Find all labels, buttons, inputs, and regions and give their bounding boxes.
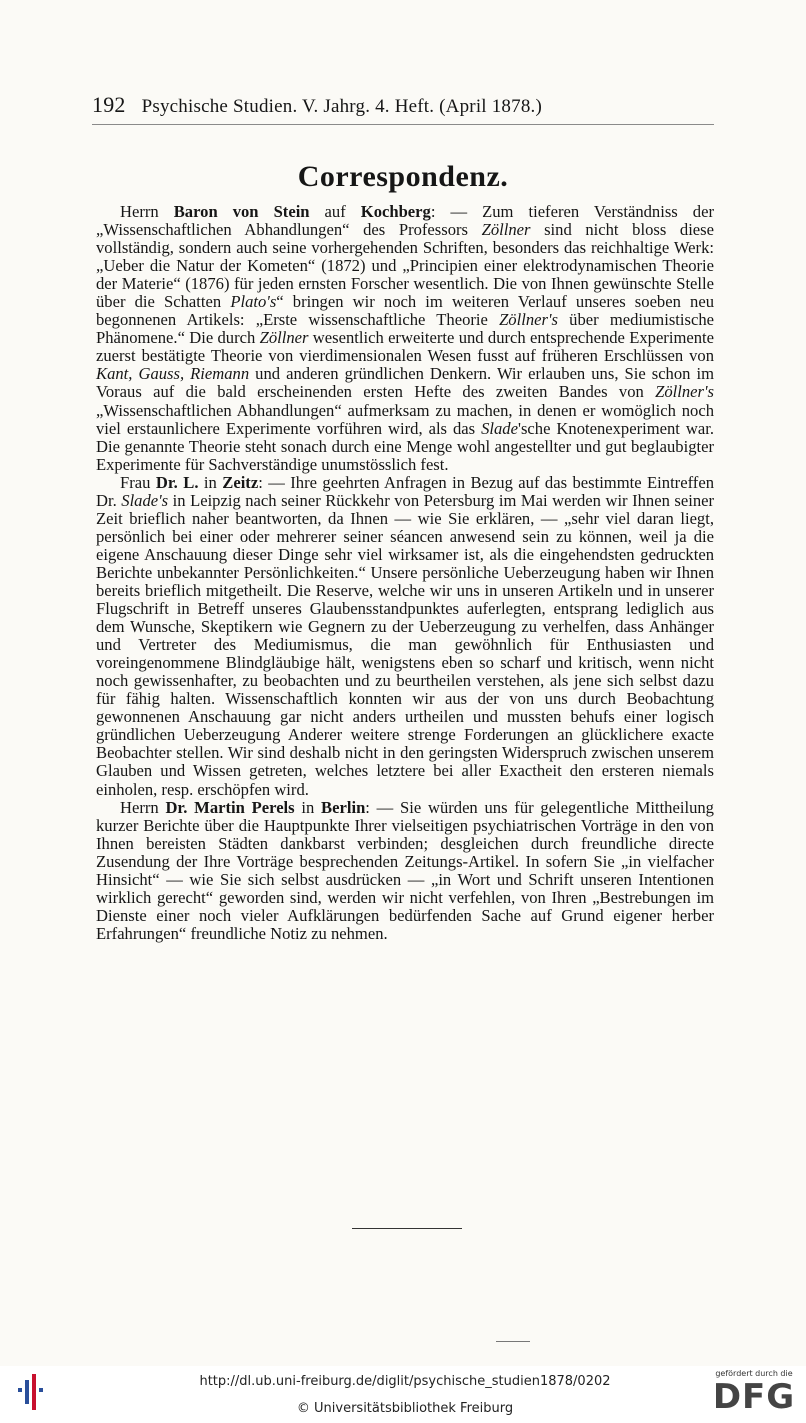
- section-end-rule: [352, 1228, 462, 1229]
- copyright-notice: © Universitätsbibliothek Freiburg: [296, 1401, 514, 1416]
- running-title: Psychische Studien. V. Jahrg. 4. Heft. (April 1878.): [141, 96, 543, 117]
- dfg-logo: [708, 1369, 800, 1419]
- paragraph-dr-l: Frau Dr. L. in Zeitz: — Ihre geehrten Anfragen in Bezug auf das bestimmte Eintreffen Dr. Slade's in Leipzig nach seiner Rückkehr von Petersburg im Mai werden wir Ihnen seiner Zeit brieflich naher beantworten, da Ihnen — wie Sie erklären, — „sehr viel daran liegt, persönlich bei einer oder mehrerer seiner séancen anwesend sein zu können, weil ja die eigene Anschauung dieser Dinge sehr viel wirksamer ist, als die eingehendsten gedruckten Berichte unbekannter Persönlichkeiten.“ Unsere persönliche Ueberzeugung haben wir Ihnen bereits brieflich mitgetheilt. Die Reserve, welche wir uns in unseren Artikeln und in unserer Flugschrift in Betreff unseres Glaubensstandpunktes auferlegten, entsprang lediglich aus dem Wunsche, Skeptikern wie Gegnern zu der Ueberzeugung zu verhelfen, dass Anhänger und Vertreter des Mediumismus, die man gewöhnlich für Enthusiasten und voreingenommene Blindgläubige hält, wenigstens eben so scharf und kritisch, wenn nicht noch gewissenhafter, zu beobachten und zu beurtheilen verstehen, als jene sich selbst dazu für fähig halten. Wissenschaftlich konnten wir aus der von uns durch Beobachtung gewonnenen Anschauung gar nicht anders urtheilen und mussten behufs einer logisch gründlichen Ueberzeugung Anderer weitere strenge Forderungen an glücklichere exacte Beobachter stellen. Wir sind deshalb nicht in den geringsten Widerspruch zwischen unserem Glauben und Wissen getreten, welches letztere bei aller Exactheit den ersteren niemals einholen, resp. erschöpfen wird.: [96, 472, 715, 799]
- paragraph-dr-martin-perels: Herrn Dr. Martin Perels in Berlin: — Sie würden uns für gelegentliche Mittheilung kurzer Berichte über die Hauptpunkte Ihrer vielseitigen psychiatrischen Vorträge in den von Ihnen bereisten Städten dankbarst verbinden; desgleichen durch freundliche directe Zusendung der Ihre Vorträge besprechenden Zeitungs-Artikel. In sofern Sie „in vielfacher Hinsicht“ — wie Sie sich selbst ausdrücken — „in Wort und Schrift unseren Intentionen wirklich gerecht“ geworden sind, werden wir nicht verfehlen, von Ihren „Bestrebungen im Dienste einer noch vieler Aufklärungen bedürfenden Sache auf Grund eigener herber Erfahrungen“ freundliche Notiz zu nehmen.: [96, 797, 714, 943]
- addressee-place: Zeitz: [222, 472, 259, 492]
- section-heading: Correspondenz.: [297, 160, 509, 193]
- addressee-place: Berlin: [321, 797, 366, 817]
- addressee-name: Dr. Martin Perels: [165, 797, 295, 817]
- addressee-place: Kochberg: [360, 202, 431, 221]
- paragraph-baron-von-stein: Herrn Baron von Stein auf Kochberg: — Zum tieferen Verständniss der „Wissenschaftlichen Abhandlungen“ des Professors Zöllner sind nicht bloss diese vollständig, sondern auch seine vorhergehenden Schriften, besonders das reichhaltige Werk: „Ueber die Natur der Kometen“ (1872) und „Principien einer elektrodynamischen Theorie der Materie“ (1876) für jeden ernsten Forscher wesentlich. Die von Ihnen gewünschte Stelle über die Schatten Plato's“ bringen wir noch im weiteren Verlauf unseres soeben neu begonnenen Artikels: „Erste wissenschaftliche Theorie Zöllner's über mediumistische Phänomene.“ Die durch Zöllner wesentlich erweiterte und durch entsprechende Experimente zuerst bestätigte Theorie von vierdimensionalen Wesen fusst auf früheren Erschlüssen von Kant, Gauss, Riemann und anderen gründlichen Denkern. Wir erlauben uns, Sie schon im Voraus auf die bald erscheinenden ersten Hefte des zweiten Bandes von Zöllner's „Wissenschaftlichen Abhandlungen“ aufmerksam zu machen, in denen er womöglich noch viel erstaunlichere Experimente vorführen wird, als das Slade'sche Knotenexperiment war. Die genannte Theorie steht sonach durch eine Menge wohl angestellter und gut beglaubigter Experimente für Sachverständige unumstösslich fest.: [96, 202, 715, 474]
- addressee-name: Baron von Stein: [173, 202, 310, 221]
- library-footer: [0, 1366, 806, 1423]
- source-url-link[interactable]: http://dl.ub.uni-freiburg.de/diglit/psychische_studien1878/0202: [199, 1374, 611, 1389]
- dfg-logo-text: DFG: [712, 1377, 796, 1417]
- running-head: [92, 92, 712, 120]
- page-number: 192: [92, 92, 126, 117]
- ub-freiburg-logo-icon: [16, 1370, 46, 1414]
- addressee-name: Dr. L.: [155, 472, 199, 492]
- bottom-mark-rule: [496, 1341, 530, 1342]
- correspondence-body: [96, 203, 714, 943]
- header-rule: [92, 124, 714, 125]
- dfg-caption: gefördert durch die: [715, 1369, 793, 1378]
